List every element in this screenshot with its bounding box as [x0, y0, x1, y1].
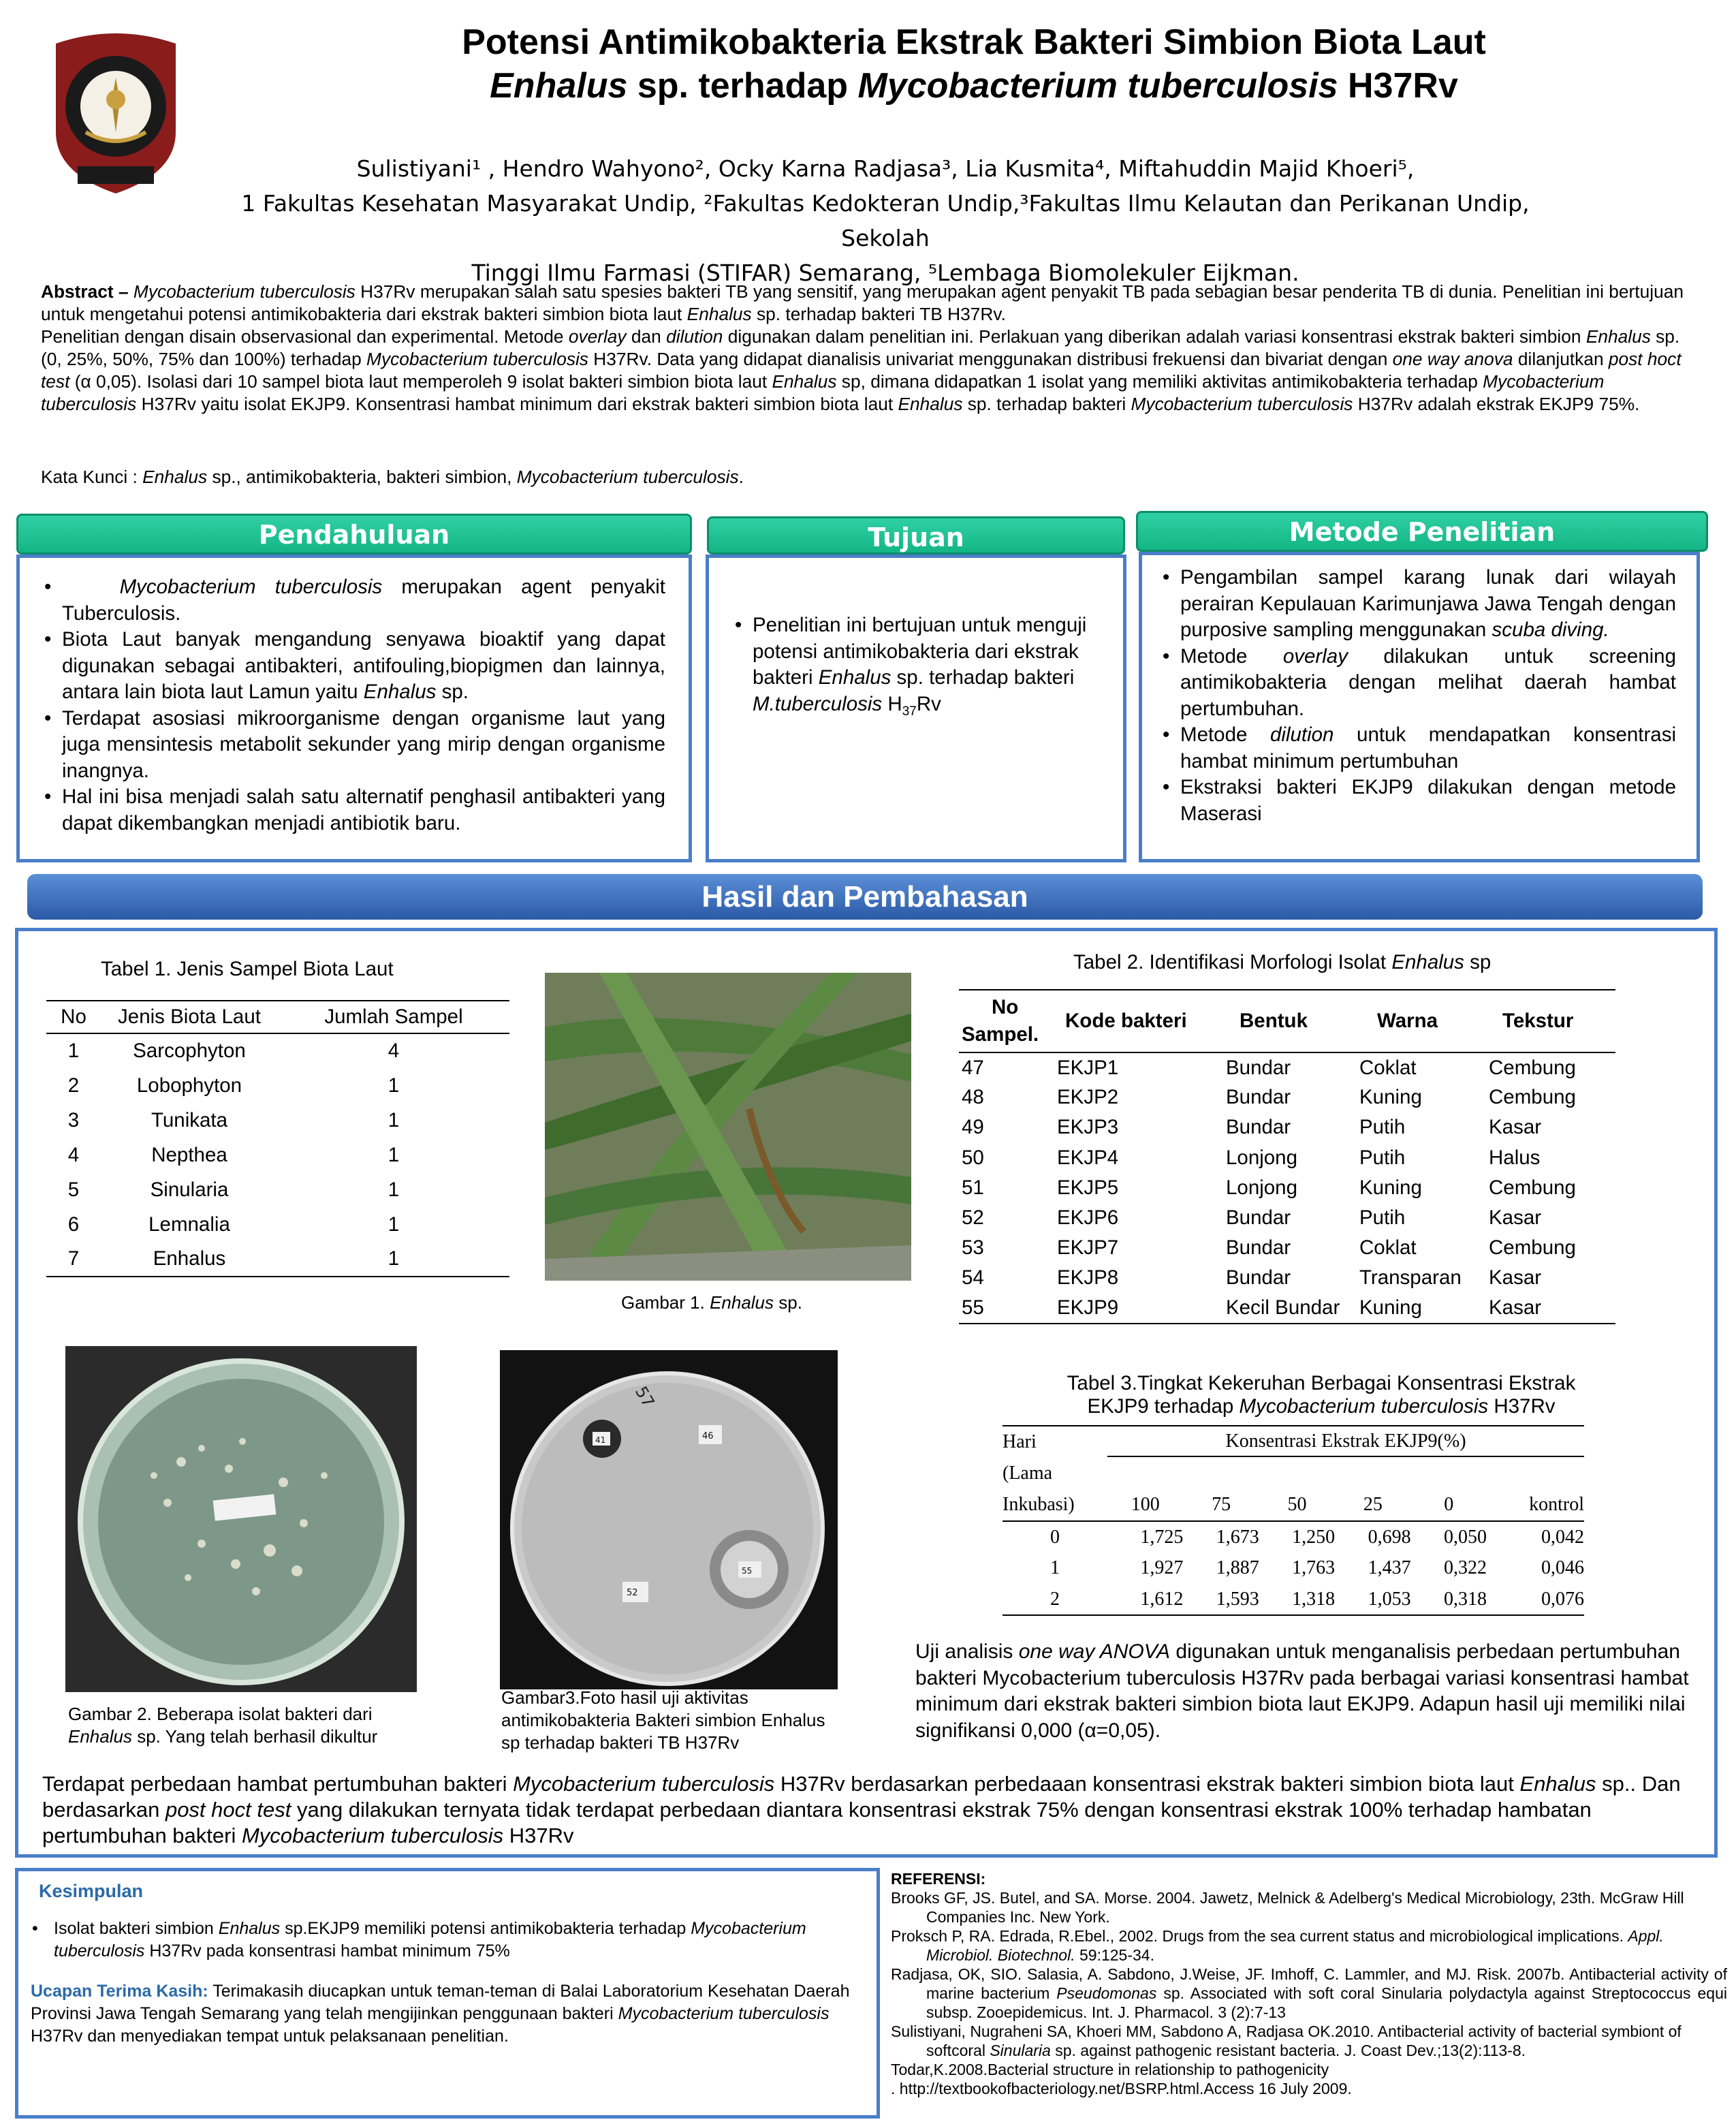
table-row: 50 EKJP4 Lonjong Putih Halus	[962, 1146, 1541, 1169]
pendahuluan-list	[44, 574, 665, 837]
table-header: Konsentrasi Ekstrak EKJP9(%)	[1107, 1426, 1584, 1456]
abstract-paragraph-1: Abstract – Mycobacterium tuberculosis H37Rv merupakan salah satu spesies bakteri TB yang sensitif, yang merupakan agent penyakit TB pada sebagian besar penderita TB di dunia. Penelitian ini bertujuan untuk mengetahui potensi antimikobakteria dari ekstrak bakteri simbion biota laut Enhalus sp. terhadap bakteri TB H37Rv.	[41, 281, 1684, 324]
table-header: kontrol	[1529, 1493, 1584, 1515]
table-row: 6 Lemnalia 1	[67, 1213, 400, 1236]
pendahuluan-box	[16, 555, 692, 862]
table-row: 53 EKJP7 Bundar Coklat Cembung	[962, 1236, 1576, 1260]
table-row: 7 Enhalus 1	[67, 1247, 400, 1270]
table-row: 2 Lobophyton 1	[67, 1074, 400, 1097]
petri-dish-photo-2	[500, 1350, 838, 1689]
table-row: 48 EKJP2 Bundar Kuning Cembung	[962, 1086, 1576, 1109]
tabel1-caption: Tabel 1. Jenis Sampel Biota Laut	[101, 958, 394, 980]
plate-label-41: 41	[595, 1435, 606, 1445]
abstract	[41, 281, 1703, 416]
table-row: 4 Nepthea 1	[67, 1143, 400, 1166]
title-line-1: Potensi Antimikobakteria Ekstrak Bakteri Simbion Biota Laut	[462, 22, 1486, 62]
list-item: • Isolat bakteri simbion Enhalus sp.EKJP9 memiliki potensi antimikobakteria terhadap Mycobacterium tuberculosis H37Rv pada konsentrasi hambat minimum 75%	[32, 1918, 849, 1963]
table-header: Hari (Lama Inkubasi)	[1003, 1431, 1075, 1515]
table-header: 25	[1363, 1493, 1383, 1515]
affiliation-line-1: 1 Fakultas Kesehatan Masyarakat Undip, ²Fakultas Kedokteran Undip,³Fakultas Ilmu Kelautan dan Perikanan Undip, Sekolah	[241, 190, 1530, 251]
plate-label-52: 52	[627, 1588, 638, 1598]
table-row: 2 1,612 1,593 1,318 1,053 0,318 0,076	[1050, 1588, 1584, 1610]
tabel1	[46, 1000, 509, 1277]
tabel2-caption: Tabel 2. Identifikasi Morfologi Isolat Enhalus sp	[1073, 951, 1492, 973]
metode-header: Metode Penelitian	[1136, 511, 1708, 552]
tujuan-list	[735, 612, 1097, 725]
table-header: 100	[1131, 1493, 1160, 1515]
list-item: • Metode overlay dilakukan untuk screening antimikobakteria dengan melihat daerah hambat pertumbuhan.	[1163, 644, 1676, 723]
tujuan-box	[706, 555, 1126, 862]
table-row: 55 EKJP9 Kecil Bundar Kuning Kasar	[962, 1296, 1542, 1319]
plate-label-46: 46	[702, 1431, 714, 1441]
table-header: Kode bakteri	[1065, 1010, 1187, 1032]
title-line-2: Enhalus sp. terhadap Mycobacterium tuberculosis H37Rv	[490, 66, 1458, 106]
list-item: • Hal ini bisa menjadi salah satu alternatif penghasil antibakteri yang dapat dikembangkan menjadi antibiotik baru.	[44, 784, 665, 837]
table-row: 47 EKJP1 Bundar Coklat Cembung	[962, 1056, 1576, 1079]
metode-box	[1139, 552, 1700, 862]
table-header: Jumlah Sampel	[324, 1005, 463, 1028]
table-header: Bentuk	[1240, 1010, 1308, 1032]
table-header: 0	[1444, 1493, 1454, 1515]
table-header: No Sampel.	[962, 996, 1039, 1046]
reference-item: Sulistiyani, Nugraheni SA, Khoeri MM, Sabdono A, Radjasa OK.2010. Antibacterial activity of bacterial symbiont of softcoral Sinularia sp. against pathogenic resistant bacteria. J. Coast Dev.;13(2):113-8.	[891, 2023, 1682, 2059]
reference-item: Brooks GF, JS. Butel, and SA. Morse. 2004. Jawetz, Melnick & Adelberg's Medical Microbiology, 23th. McGraw Hill Companies Inc. New York.	[891, 1889, 1684, 1926]
table-row: 0 1,725 1,673 1,250 0,698 0,050 0,042	[1050, 1526, 1584, 1548]
reference-item: . http://textbookofbacteriology.net/BSRP.html.Access 16 July 2009.	[891, 2080, 1352, 2097]
hasil-conclusion-paragraph: Terdapat perbedaan hambat pertumbuhan bakteri Mycobacterium tuberculosis H37Rv berdasarkan perbedaaan konsentrasi ekstrak bakteri simbion biota laut Enhalus sp.. Dan berdasarkan post hoct test yang dilakukan ternyata tidak terdapat perbedaan diantara konsentrasi ekstrak 75% dengan konsentrasi ekstrak 100% terhadap hambatan pertumbuhan bakteri Mycobacterium tuberculosis H37Rv	[42, 1772, 1681, 1847]
hasil-header: Hasil dan Pembahasan	[27, 874, 1703, 920]
enhalus-photo	[545, 973, 911, 1281]
plate-label-57: 57	[631, 1383, 659, 1411]
table-header: 50	[1287, 1493, 1307, 1515]
reference-item: Todar,K.2008.Bacterial structure in relationship to pathogenicity	[891, 2061, 1329, 2078]
list-item: • Biota Laut banyak mengandung senyawa bioaktif yang dapat digunakan sebagai antibakteri, antifouling,biopigmen dan lainnya, antara lain biota laut Lamun yaitu Enhalus sp.	[44, 627, 665, 706]
table-row: 3 Tunikata 1	[67, 1108, 400, 1131]
gambar2-caption: Gambar 2. Beberapa isolat bakteri dari Enhalus sp. Yang telah berhasil dikultur	[68, 1704, 378, 1747]
list-item: • Pengambilan sampel karang lunak dari wilayah perairan Kepulauan Karimunjawa Jawa Tengah dengan purposive sampling menggunakan scuba diving.	[1163, 565, 1676, 644]
keywords: Kata Kunci : Enhalus sp., antimikobakteria, bakteri simbion, Mycobacterium tuberculosis.	[41, 467, 744, 487]
acknowledgement: Ucapan Terima Kasih: Terimakasih diucapkan untuk teman-teman di Balai Laboratorium Kesehatan Daerah Provinsi Jawa Tengah Semarang yang telah mengijinkan penggunaan bakteri Mycobacterium tuberculosis H37Rv dan menyediakan tempat untuk pelaksanaan penelitian.	[31, 1982, 850, 2046]
table-row: 51 EKJP5 Lonjong Kuning Cembung	[962, 1176, 1576, 1199]
table-header: No	[61, 1005, 86, 1028]
table-row: 49 EKJP3 Bundar Putih Kasar	[962, 1116, 1542, 1139]
gambar1-caption: Gambar 1. Enhalus sp.	[621, 1292, 802, 1313]
list-item: • Terdapat asosiasi mikroorganisme dengan organisme laut yang juga mensintesis metabolit sekunder yang mirip dengan organisme inangnya.	[44, 706, 665, 785]
table-header: Warna	[1377, 1010, 1438, 1032]
metode-list	[1163, 565, 1676, 827]
abstract-paragraph-2: Penelitian dengan disain observasional dan experimental. Metode overlay dan dilution digunakan dalam penelitian ini. Perlakuan yang diberikan adalah variasi konsentrasi ekstrak bakteri simbion Enhalus sp. (0, 25%, 50%, 75% dan 100%) terhadap Mycobacterium tuberculosis H37Rv. Data yang didapat dianalisis univariat menggunakan distribusi frekuensi dan bivariat dengan one way anova dilanjutkan post hoct test (α 0,05). Isolasi dari 10 sampel biota laut memperoleh 9 isolat bakteri simbion biota laut Enhalus sp, dimana didapatkan 1 isolat yang memiliki aktivitas antimikobakteria terhadap Mycobacterium tuberculosis H37Rv yaitu isolat EKJP9. Konsentrasi hambat minimum dari ekstrak bakteri simbion biota laut Enhalus sp. terhadap bakteri Mycobacterium tuberculosis H37Rv adalah ekstrak EKJP9 75%.	[41, 326, 1682, 414]
list-item: • Mycobacterium tuberculosis merupakan agent penyakit Tuberculosis.	[44, 574, 665, 627]
reference-item: Proksch P, RA. Edrada, R.Ebel., 2002. Drugs from the sea current status and microbiological implications. Appl. Microbiol. Biotechnol. 59:125-34.	[891, 1927, 1664, 1964]
kesimpulan-list	[32, 1918, 849, 1963]
list-item: • Penelitian ini bertujuan untuk menguji potensi antimikobakteria dari ekstrak bakteri Enhalus sp. terhadap bakteri M.tuberculosis $H_{37}Rv$	[735, 612, 1097, 725]
table-row: 52 EKJP6 Bundar Putih Kasar	[962, 1206, 1542, 1230]
table-row: 1 Sarcophyton 4	[67, 1040, 400, 1062]
table-header: 75	[1212, 1493, 1231, 1515]
list-item: • Ekstraksi bakteri EKJP9 dilakukan dengan metode Maserasi	[1163, 775, 1676, 827]
anova-paragraph: Uji analisis one way ANOVA digunakan untuk menganalisis perbedaan pertumbuhan bakteri Mycobacterium tuberculosis H37Rv pada berbagai variasi konsentrasi hambat minimum dari ekstrak bakteri simbion biota laut EKJP9. Adapun hasil uji memiliki nilai signifikansi 0,000 (α=0,05).	[915, 1640, 1689, 1742]
tujuan-header: Tujuan	[707, 516, 1125, 555]
list-item: • Metode dilution untuk mendapatkan konsentrasi hambat minimum pertumbuhan	[1163, 722, 1676, 775]
university-logo	[50, 30, 181, 198]
plate-label-55: 55	[742, 1566, 753, 1576]
authors-block	[204, 151, 1566, 290]
table-header: Jenis Biota Laut	[118, 1005, 261, 1028]
petri-dish-photo-1	[65, 1346, 417, 1692]
reference-item: Radjasa, OK, SIO. Salasia, A. Sabdono, J.Weise, JF. Imhoff, C. Lammler, and MJ. Risk. 2007b. Antibacterial activity of marine bacterium Pseudomonas sp. Associated with soft coral Sinularia polydactyla against Streptococcus equi subsp. Zooepidemicus. Int. J. Pharmacol. 3 (2):7-13	[891, 1965, 1727, 2021]
table-row: 5 Sinularia 1	[67, 1178, 400, 1201]
author-list: Sulistiyani¹ , Hendro Wahyono², Ocky Karna Radjasa³, Lia Kusmita⁴, Miftahuddin Majid Khoeri⁵,	[356, 155, 1415, 182]
references	[891, 1869, 1727, 2098]
poster-title	[381, 20, 1566, 108]
table-header: Tekstur	[1502, 1010, 1574, 1032]
references-title: REFERENSI:	[891, 1870, 986, 1888]
table-row: 54 EKJP8 Bundar Transparan Kasar	[962, 1266, 1542, 1290]
tabel2	[959, 989, 1615, 1324]
table-row: 1 1,927 1,887 1,763 1,437 0,322 0,046	[1050, 1557, 1584, 1578]
kesimpulan-title: Kesimpulan	[39, 1881, 144, 1901]
kesimpulan-box	[15, 1868, 880, 2119]
pendahuluan-header: Pendahuluan	[16, 514, 692, 555]
tabel3-caption: Tabel 3.Tingkat Kekeruhan Berbagai Konsentrasi Ekstrak EKJP9 terhadap Mycobacterium tuberculosis H37Rv	[1067, 1372, 1576, 1418]
tabel3	[1003, 1425, 1584, 1616]
affiliation-line-2: Tinggi Ilmu Farmasi (STIFAR) Semarang, ⁵Lembaga Biomolekuler Eijkman.	[471, 260, 1299, 286]
gambar3-caption: Gambar3.Foto hasil uji aktivitas antimikobakteria Bakteri simbion Enhalus sp terhadap bakteri TB H37Rv	[501, 1687, 825, 1753]
